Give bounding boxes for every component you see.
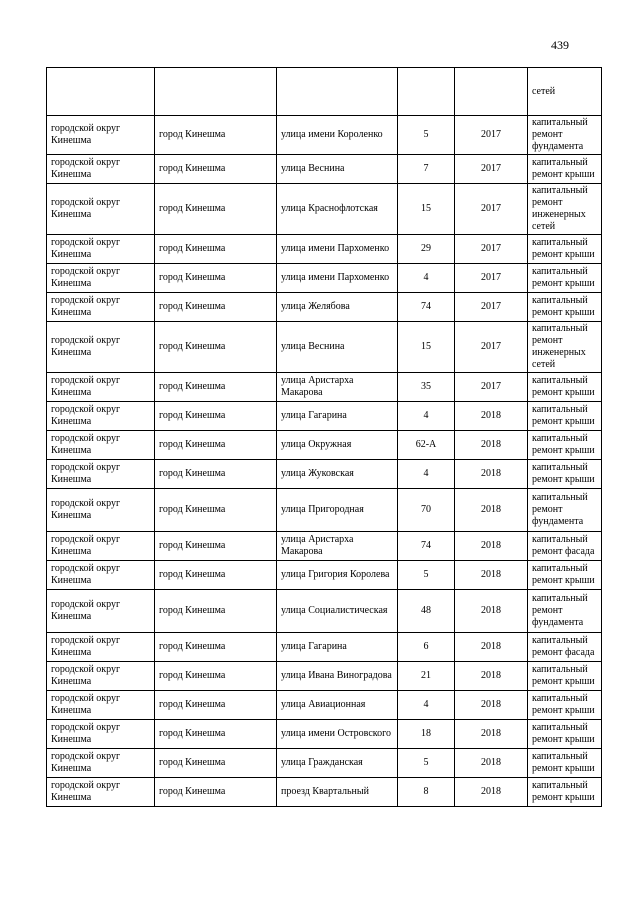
- table-row: [47, 720, 602, 749]
- year-cell: 2017: [455, 264, 528, 293]
- work-type-cell: сетей: [528, 68, 602, 116]
- year-cell: 2018: [455, 720, 528, 749]
- street-cell: улица Аристарха Макарова: [277, 373, 398, 402]
- street-cell: улица Пригородная: [277, 489, 398, 532]
- table-row: [47, 778, 602, 807]
- city-cell: город Кинешма: [155, 460, 277, 489]
- work-type-cell: капитальный ремонт крыши: [528, 749, 602, 778]
- table-row: [47, 691, 602, 720]
- house-number-cell: 4: [398, 460, 455, 489]
- year-cell: 2018: [455, 590, 528, 633]
- city-cell: город Кинешма: [155, 184, 277, 235]
- work-type-cell: капитальный ремонт крыши: [528, 720, 602, 749]
- house-number-cell: 7: [398, 155, 455, 184]
- year-cell: 2017: [455, 184, 528, 235]
- table-row: [47, 235, 602, 264]
- table-row: [47, 561, 602, 590]
- district-cell: городской округ Кинешма: [47, 489, 155, 532]
- work-type-cell: капитальный ремонт крыши: [528, 561, 602, 590]
- house-number-cell: 74: [398, 293, 455, 322]
- table-row: [47, 590, 602, 633]
- work-type-cell: капитальный ремонт крыши: [528, 431, 602, 460]
- city-cell: город Кинешма: [155, 155, 277, 184]
- year-cell: 2018: [455, 489, 528, 532]
- table-row: [47, 68, 602, 116]
- year-cell: 2017: [455, 322, 528, 373]
- district-cell: городской округ Кинешма: [47, 431, 155, 460]
- district-cell: городской округ Кинешма: [47, 720, 155, 749]
- work-type-cell: капитальный ремонт инженерных сетей: [528, 322, 602, 373]
- city-cell: [155, 68, 277, 116]
- district-cell: городской округ Кинешма: [47, 184, 155, 235]
- work-type-cell: капитальный ремонт крыши: [528, 778, 602, 807]
- table-body: [47, 68, 602, 807]
- work-type-cell: капитальный ремонт фасада: [528, 532, 602, 561]
- street-cell: улица Краснофлотская: [277, 184, 398, 235]
- district-cell: городской округ Кинешма: [47, 373, 155, 402]
- house-number-cell: 35: [398, 373, 455, 402]
- table-row: [47, 322, 602, 373]
- house-number-cell: 70: [398, 489, 455, 532]
- street-cell: улица Ивана Виноградова: [277, 662, 398, 691]
- district-cell: городской округ Кинешма: [47, 116, 155, 155]
- house-number-cell: 5: [398, 561, 455, 590]
- table-row: [47, 373, 602, 402]
- house-number-cell: 62-А: [398, 431, 455, 460]
- work-type-cell: капитальный ремонт фундамента: [528, 116, 602, 155]
- year-cell: 2018: [455, 662, 528, 691]
- city-cell: город Кинешма: [155, 749, 277, 778]
- district-cell: городской округ Кинешма: [47, 460, 155, 489]
- house-number-cell: 15: [398, 322, 455, 373]
- house-number-cell: 4: [398, 691, 455, 720]
- district-cell: городской округ Кинешма: [47, 235, 155, 264]
- district-cell: городской округ Кинешма: [47, 590, 155, 633]
- street-cell: [277, 68, 398, 116]
- table-row: [47, 532, 602, 561]
- street-cell: улица Гражданская: [277, 749, 398, 778]
- city-cell: город Кинешма: [155, 235, 277, 264]
- year-cell: 2018: [455, 561, 528, 590]
- district-cell: городской округ Кинешма: [47, 402, 155, 431]
- city-cell: город Кинешма: [155, 431, 277, 460]
- house-number-cell: [398, 68, 455, 116]
- district-cell: городской округ Кинешма: [47, 778, 155, 807]
- street-cell: улица имени Островского: [277, 720, 398, 749]
- district-cell: городской округ Кинешма: [47, 264, 155, 293]
- table-row: [47, 116, 602, 155]
- work-type-cell: капитальный ремонт крыши: [528, 691, 602, 720]
- district-cell: городской округ Кинешма: [47, 532, 155, 561]
- city-cell: город Кинешма: [155, 778, 277, 807]
- city-cell: город Кинешма: [155, 264, 277, 293]
- street-cell: улица Социалистическая: [277, 590, 398, 633]
- work-type-cell: капитальный ремонт крыши: [528, 460, 602, 489]
- table-row: [47, 489, 602, 532]
- year-cell: 2017: [455, 373, 528, 402]
- table-row: [47, 431, 602, 460]
- street-cell: улица имени Короленко: [277, 116, 398, 155]
- work-type-cell: капитальный ремонт фундамента: [528, 489, 602, 532]
- city-cell: город Кинешма: [155, 633, 277, 662]
- year-cell: 2018: [455, 402, 528, 431]
- work-type-cell: капитальный ремонт крыши: [528, 373, 602, 402]
- year-cell: 2018: [455, 431, 528, 460]
- house-number-cell: 5: [398, 749, 455, 778]
- street-cell: улица Окружная: [277, 431, 398, 460]
- district-cell: городской округ Кинешма: [47, 633, 155, 662]
- district-cell: городской округ Кинешма: [47, 662, 155, 691]
- house-number-cell: 8: [398, 778, 455, 807]
- house-number-cell: 21: [398, 662, 455, 691]
- district-cell: [47, 68, 155, 116]
- table-row: [47, 293, 602, 322]
- work-type-cell: капитальный ремонт крыши: [528, 402, 602, 431]
- table-row: [47, 184, 602, 235]
- street-cell: улица имени Пархоменко: [277, 235, 398, 264]
- work-type-cell: капитальный ремонт крыши: [528, 264, 602, 293]
- work-type-cell: капитальный ремонт крыши: [528, 155, 602, 184]
- house-number-cell: 29: [398, 235, 455, 264]
- city-cell: город Кинешма: [155, 116, 277, 155]
- table-row: [47, 460, 602, 489]
- year-cell: 2018: [455, 749, 528, 778]
- street-cell: улица Гагарина: [277, 402, 398, 431]
- table-row: [47, 662, 602, 691]
- house-number-cell: 5: [398, 116, 455, 155]
- year-cell: 2017: [455, 116, 528, 155]
- city-cell: город Кинешма: [155, 662, 277, 691]
- year-cell: 2018: [455, 532, 528, 561]
- table-row: [47, 633, 602, 662]
- city-cell: город Кинешма: [155, 532, 277, 561]
- work-type-cell: капитальный ремонт крыши: [528, 235, 602, 264]
- house-number-cell: 6: [398, 633, 455, 662]
- table-row: [47, 749, 602, 778]
- street-cell: проезд Квартальный: [277, 778, 398, 807]
- street-cell: улица Желябова: [277, 293, 398, 322]
- district-cell: городской округ Кинешма: [47, 322, 155, 373]
- table-row: [47, 264, 602, 293]
- year-cell: 2018: [455, 778, 528, 807]
- house-number-cell: 48: [398, 590, 455, 633]
- year-cell: [455, 68, 528, 116]
- street-cell: улица Веснина: [277, 155, 398, 184]
- page-number: 439: [551, 38, 569, 52]
- city-cell: город Кинешма: [155, 293, 277, 322]
- district-cell: городской округ Кинешма: [47, 749, 155, 778]
- street-cell: улица имени Пархоменко: [277, 264, 398, 293]
- city-cell: город Кинешма: [155, 402, 277, 431]
- street-cell: улица Жуковская: [277, 460, 398, 489]
- house-number-cell: 4: [398, 264, 455, 293]
- city-cell: город Кинешма: [155, 691, 277, 720]
- city-cell: город Кинешма: [155, 322, 277, 373]
- table-row: [47, 402, 602, 431]
- work-type-cell: капитальный ремонт фундамента: [528, 590, 602, 633]
- year-cell: 2018: [455, 460, 528, 489]
- street-cell: улица Авиационная: [277, 691, 398, 720]
- repair-schedule-table: [46, 67, 602, 807]
- street-cell: улица Гагарина: [277, 633, 398, 662]
- district-cell: городской округ Кинешма: [47, 561, 155, 590]
- year-cell: 2018: [455, 691, 528, 720]
- city-cell: город Кинешма: [155, 720, 277, 749]
- city-cell: город Кинешма: [155, 373, 277, 402]
- work-type-cell: капитальный ремонт крыши: [528, 293, 602, 322]
- year-cell: 2017: [455, 155, 528, 184]
- district-cell: городской округ Кинешма: [47, 691, 155, 720]
- city-cell: город Кинешма: [155, 561, 277, 590]
- year-cell: 2017: [455, 293, 528, 322]
- house-number-cell: 4: [398, 402, 455, 431]
- district-cell: городской округ Кинешма: [47, 293, 155, 322]
- street-cell: улица Григория Королева: [277, 561, 398, 590]
- district-cell: городской округ Кинешма: [47, 155, 155, 184]
- year-cell: 2017: [455, 235, 528, 264]
- work-type-cell: капитальный ремонт крыши: [528, 662, 602, 691]
- city-cell: город Кинешма: [155, 489, 277, 532]
- table-row: [47, 155, 602, 184]
- house-number-cell: 74: [398, 532, 455, 561]
- house-number-cell: 15: [398, 184, 455, 235]
- year-cell: 2018: [455, 633, 528, 662]
- work-type-cell: капитальный ремонт фасада: [528, 633, 602, 662]
- street-cell: улица Аристарха Макарова: [277, 532, 398, 561]
- city-cell: город Кинешма: [155, 590, 277, 633]
- house-number-cell: 18: [398, 720, 455, 749]
- work-type-cell: капитальный ремонт инженерных сетей: [528, 184, 602, 235]
- street-cell: улица Веснина: [277, 322, 398, 373]
